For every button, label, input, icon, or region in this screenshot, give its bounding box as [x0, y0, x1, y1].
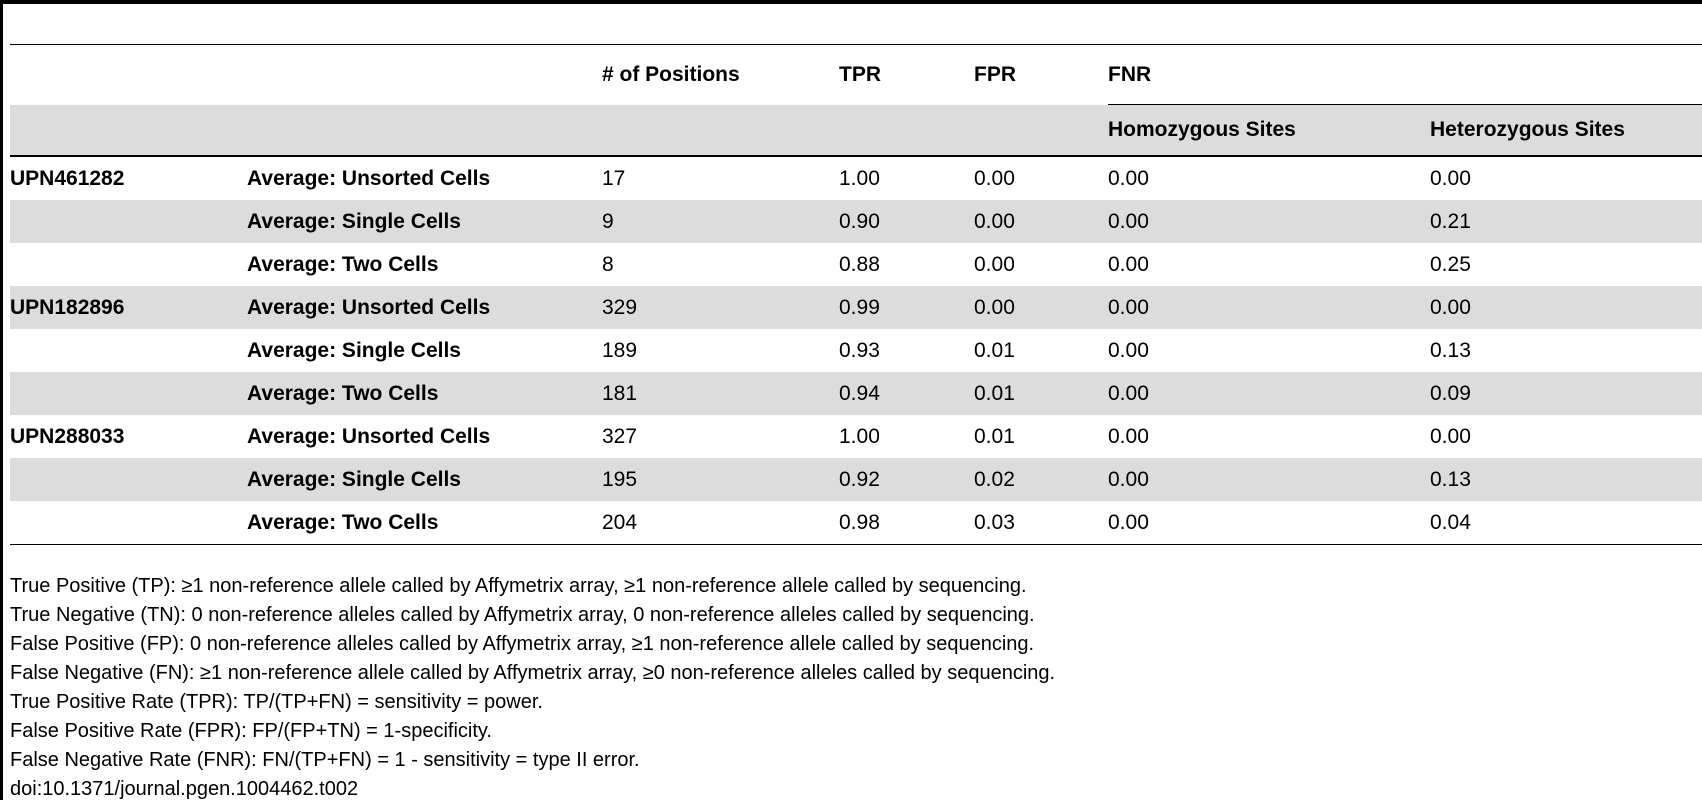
header-fpr: FPR — [974, 63, 1016, 86]
row-group-cell — [10, 200, 247, 243]
row-homozygous-fnr-cell: 0.00 — [1108, 252, 1149, 276]
table-row — [10, 458, 1702, 501]
table-row — [10, 501, 1702, 545]
row-label-cell: Average: Unsorted Cells — [247, 286, 602, 329]
footnote-line: True Negative (TN): 0 non-reference alleles called by Affymetrix array, 0 non-reference alleles called by sequencing. — [10, 604, 1035, 626]
row-fpr-cell: 0.00 — [974, 200, 1108, 243]
row-positions-cell: 181 — [602, 372, 839, 415]
table-row — [10, 200, 1702, 243]
row-tpr-cell: 0.98 — [839, 501, 974, 545]
table-footnotes — [10, 572, 1700, 804]
row-label-cell: Average: Two Cells — [247, 501, 602, 545]
row-heterozygous-fnr-cell: 0.13 — [1430, 458, 1702, 501]
table-row — [10, 156, 1702, 200]
header-sub-empty-3 — [602, 105, 839, 156]
row-label-cell: Average: Two Cells — [247, 372, 602, 415]
row-positions-cell: 329 — [602, 286, 839, 329]
row-tpr-cell: 1.00 — [839, 166, 880, 190]
footnote-line: False Negative (FN): ≥1 non-reference allele called by Affymetrix array, ≥0 non-reference alleles called by sequencing. — [10, 662, 1056, 684]
row-heterozygous-fnr-cell: 0.00 — [1430, 166, 1471, 190]
row-group-cell: UPN288033 — [10, 424, 125, 448]
row-label-cell: Average: Unsorted Cells — [247, 424, 491, 448]
header-empty-label — [247, 45, 602, 105]
row-homozygous-fnr-cell: 0.00 — [1108, 501, 1430, 545]
row-fpr-cell: 0.01 — [974, 372, 1108, 415]
table-row — [10, 372, 1702, 415]
header-sub-empty-5 — [974, 105, 1108, 156]
results-table — [10, 45, 1702, 545]
table-body — [10, 156, 1702, 545]
row-positions-cell: 195 — [602, 458, 839, 501]
row-label-cell: Average: Single Cells — [247, 200, 602, 243]
row-tpr-cell: 0.94 — [839, 372, 974, 415]
row-positions-cell: 327 — [602, 424, 638, 448]
row-fpr-cell: 0.01 — [974, 424, 1015, 448]
left-border-rule — [0, 0, 3, 800]
row-group-cell — [10, 458, 247, 501]
table-row — [10, 329, 1702, 372]
row-homozygous-fnr-cell: 0.00 — [1108, 338, 1149, 362]
row-label-cell: Average: Unsorted Cells — [247, 166, 491, 190]
row-heterozygous-fnr-cell: 0.09 — [1430, 372, 1702, 415]
row-group-cell — [10, 372, 247, 415]
row-positions-cell: 204 — [602, 501, 839, 545]
row-fpr-cell: 0.00 — [974, 286, 1108, 329]
row-heterozygous-fnr-cell: 0.13 — [1430, 338, 1471, 362]
row-tpr-cell: 0.99 — [839, 286, 974, 329]
header-sub-empty-4 — [839, 105, 974, 156]
footnote-line: False Negative Rate (FNR): FN/(TP+FN) = 1 - sensitivity = type II error. — [10, 749, 640, 771]
row-homozygous-fnr-cell: 0.00 — [1108, 166, 1149, 190]
doi-line: doi:10.1371/journal.pgen.1004462.t002 — [10, 778, 359, 800]
row-label-cell: Average: Two Cells — [247, 252, 439, 276]
row-fpr-cell: 0.02 — [974, 458, 1108, 501]
footnote-line: False Positive (FP): 0 non-reference alleles called by Affymetrix array, ≥1 non-reference allele called by sequencing. — [10, 633, 1035, 655]
header-positions: # of Positions — [602, 63, 740, 86]
header-tpr: TPR — [839, 63, 881, 86]
header-empty-group — [10, 45, 247, 105]
header-row-secondary — [10, 105, 1702, 156]
header-sub-empty-2 — [247, 105, 602, 156]
row-positions-cell: 8 — [602, 252, 614, 276]
row-tpr-cell: 1.00 — [839, 424, 880, 448]
footnote-line: False Positive Rate (FPR): FP/(FP+TN) = 1-specificity. — [10, 720, 492, 742]
row-tpr-cell: 0.88 — [839, 252, 880, 276]
row-homozygous-fnr-cell: 0.00 — [1108, 424, 1149, 448]
footnote-line: True Positive Rate (TPR): TP/(TP+FN) = sensitivity = power. — [10, 691, 543, 713]
header-fnr-label: FNR — [1108, 63, 1152, 86]
row-fpr-cell: 0.03 — [974, 501, 1108, 545]
top-border-rule — [0, 0, 1702, 4]
row-heterozygous-fnr-cell: 0.21 — [1430, 200, 1702, 243]
row-homozygous-fnr-cell: 0.00 — [1108, 372, 1430, 415]
table-row — [10, 286, 1702, 329]
row-group-cell — [10, 501, 247, 545]
header-fnr — [1108, 45, 1702, 105]
table-row — [10, 415, 1702, 458]
row-fpr-cell: 0.00 — [974, 252, 1015, 276]
footnote-line: True Positive (TP): ≥1 non-reference allele called by Affymetrix array, ≥1 non-reference allele called by sequencing. — [10, 575, 1027, 597]
row-heterozygous-fnr-cell: 0.00 — [1430, 286, 1702, 329]
header-sub-empty-1 — [10, 105, 247, 156]
row-group-cell: UPN461282 — [10, 166, 125, 190]
row-tpr-cell: 0.92 — [839, 458, 974, 501]
row-positions-cell: 17 — [602, 166, 626, 190]
row-fpr-cell: 0.01 — [974, 338, 1015, 362]
header-row-primary — [10, 45, 1702, 105]
header-heterozygous: Heterozygous Sites — [1430, 105, 1702, 156]
header-homozygous: Homozygous Sites — [1108, 105, 1430, 156]
row-group-cell — [10, 243, 247, 286]
table-row — [10, 243, 1702, 286]
row-group-cell: UPN182896 — [10, 286, 247, 329]
fnr-span-rule — [1108, 104, 1702, 105]
row-heterozygous-fnr-cell: 0.00 — [1430, 424, 1471, 448]
results-table-container — [10, 45, 1702, 545]
row-tpr-cell: 0.90 — [839, 200, 974, 243]
row-heterozygous-fnr-cell: 0.25 — [1430, 252, 1471, 276]
row-homozygous-fnr-cell: 0.00 — [1108, 200, 1430, 243]
row-positions-cell: 189 — [602, 338, 638, 362]
row-group-cell — [10, 329, 247, 372]
row-fpr-cell: 0.00 — [974, 166, 1015, 190]
row-label-cell: Average: Single Cells — [247, 458, 602, 501]
row-homozygous-fnr-cell: 0.00 — [1108, 286, 1430, 329]
row-tpr-cell: 0.93 — [839, 338, 880, 362]
row-heterozygous-fnr-cell: 0.04 — [1430, 501, 1702, 545]
row-label-cell: Average: Single Cells — [247, 338, 461, 362]
row-homozygous-fnr-cell: 0.00 — [1108, 458, 1430, 501]
row-positions-cell: 9 — [602, 200, 839, 243]
